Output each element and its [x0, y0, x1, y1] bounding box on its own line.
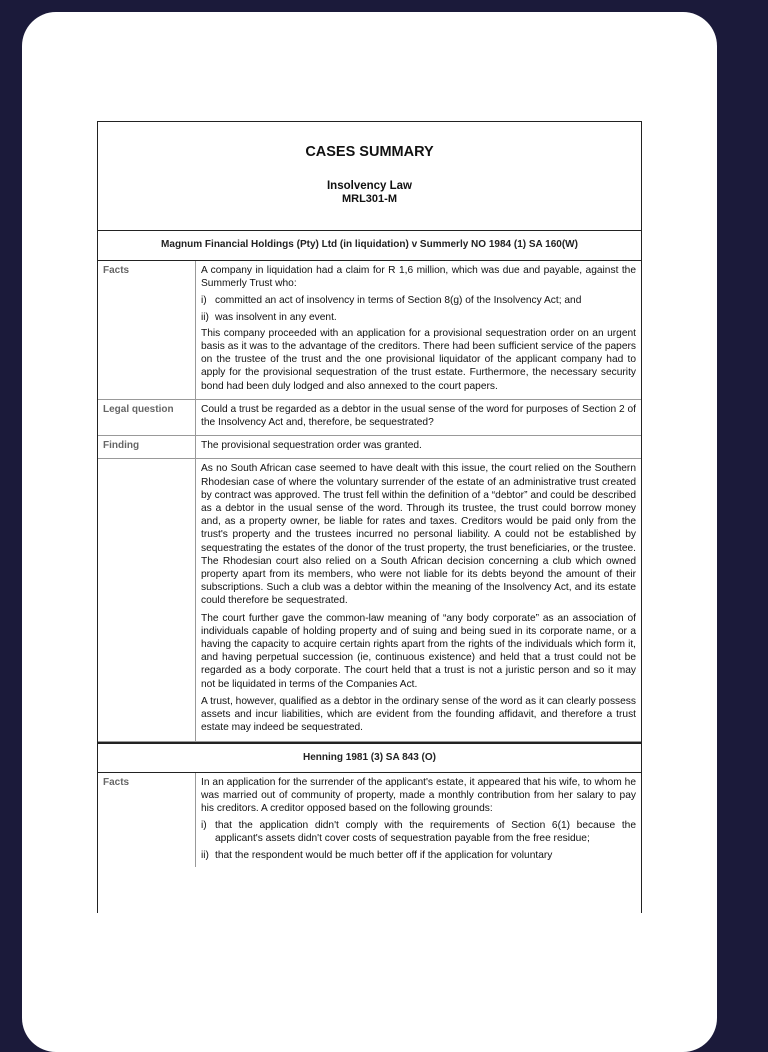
facts-label: Facts: [98, 261, 196, 399]
reasoning-paragraph: As no South African case seemed to have dealt with this issue, the court relied on the Southern Rhodesian case of where the voluntary surrender of the estate of an administrative trust created by contract was approved. The trust fell within the definition of a “debtor” and could be described as a debtor in the usual sense of the word. Through its trustee, the trust could borrow money and, as a property owner, be liable for rates and taxes. Creditors would be paid only from the trust's property and the trustees incurred no personal liability. A could not be established by sequestrating the estates of the donor of the trust property, the trust beneficiaries, or the trustee. The Rhodesian court also relied on a South African decision concerning a club which owned property apart from its members, who were not liable for its debts beyond the amount of their subscriptions. Such a club was a debtor within the meaning of the Insolvency Act, and its estate could therefore be sequestrated.: [201, 463, 636, 607]
reasoning-paragraph: The court further gave the common-law meaning of “any body corporate” as an association of individuals capable of holding property and of suing and being sued in its corporate name, or a having the capacity to acquire certain rights apart from the rights of the individuals which form it, and having perpetual succession (ie, continuous existence) and held that a trust could not be regarded as a body corporate. The court held that a trust is not a juristic person and so it may not be liquidated in terms of the Companies Act.: [201, 612, 636, 690]
module-code: MRL301-M: [341, 193, 397, 205]
case1-facts-row: [98, 261, 641, 400]
document-title: CASES SUMMARY: [305, 144, 434, 160]
case1-reasoning-body: [196, 459, 641, 740]
finding-label: Finding: [98, 436, 196, 458]
finding-text: The provisional sequestration order was granted.: [201, 440, 422, 452]
case1-finding-row: [98, 436, 641, 459]
reasoning-paragraph: A trust, however, qualified as a debtor in the ordinary sense of the word as it can clearly possess assets and incur liabilities, which are evident from the founding affidavit, and therefore a trust estate may indeed be sequestrated.: [201, 695, 636, 734]
case1-reasoning-row: [98, 459, 641, 741]
case1-legal-question-row: [98, 400, 641, 436]
subject-name: Insolvency Law: [326, 180, 412, 192]
facts-paragraph: This company proceeded with an application for a provisional sequestration order on an urgent basis as it was to the advantage of the creditors. There had been sufficient service of the papers on the trustee of the trust and the one provisional liquidator of the applicant company had to apply for the provisional sequestration of the trust estate. Furthermore, the necessary security bond had been duly lodged and also annexed to the court papers.: [201, 327, 636, 392]
legal-question-text: Could a trust be regarded as a debtor in the usual sense of the word for purposes of Section 2 of the Insolvency Act and, therefore, be sequestrated?: [201, 403, 636, 429]
facts-intro: A company in liquidation had a claim for R 1,6 million, which was due and payable, against the Summerly Trust who:: [201, 265, 636, 290]
facts-list-item: ii) that the respondent would be much better off if the application for voluntary: [201, 849, 553, 861]
facts-intro: In an application for the surrender of the applicant's estate, it appeared that his wife, to whom he was married out of community of property, made a monthly contribution from her salary to pay his creditors. A creditor opposed based on the following grounds:: [201, 776, 636, 814]
case-heading-magnum: Magnum Financial Holdings (Pty) Ltd (in liquidation) v Summerly NO 1984 (1) SA 160(W): [98, 231, 641, 261]
facts-list-item: i) committed an act of insolvency in terms of Section 8(g) of the Insolvency Act; and: [201, 295, 582, 307]
facts-list-item: ii) was insolvent in any event.: [201, 311, 337, 323]
reasoning-label-cell: [98, 459, 196, 740]
case1-facts-body: [196, 261, 641, 399]
case-heading-henning: Henning 1981 (3) SA 843 (O): [98, 742, 641, 773]
facts-label: Facts: [98, 773, 196, 867]
case2-facts-body: [196, 773, 641, 867]
document-page: [97, 121, 642, 913]
case2-facts-row: [98, 773, 641, 867]
facts-list-item: i) that the application didn't comply with the requirements of Section 6(1) because the applicant's assets didn't cover costs of sequestration payable from the free residue;: [201, 820, 636, 845]
document-header: [98, 122, 641, 231]
legal-question-label: Legal question: [98, 400, 196, 435]
